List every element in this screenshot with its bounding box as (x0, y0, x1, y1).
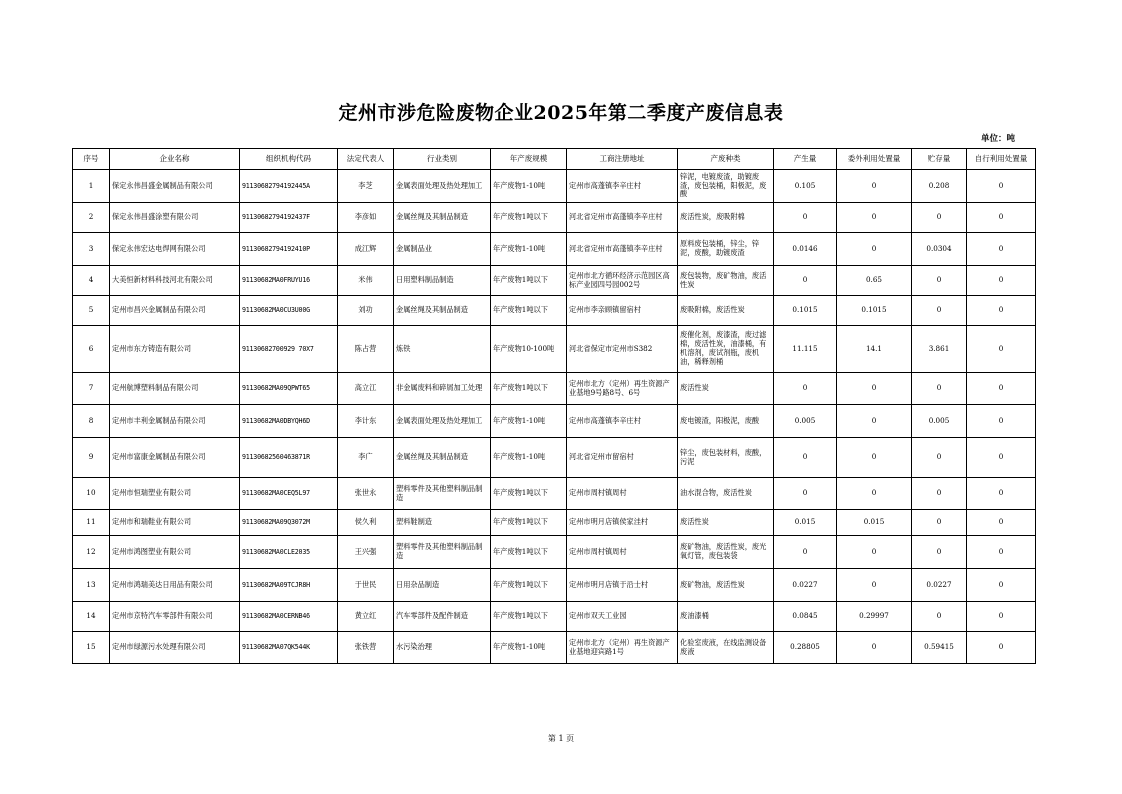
legal-rep: 张铁营 (338, 632, 394, 664)
industry-type: 金属丝绳及其制品制造 (394, 296, 491, 326)
header-address: 工商注册地址 (567, 149, 678, 170)
waste-types: 油水混合物，废活性炭 (678, 478, 774, 510)
company-name: 定州航博塑料制品有限公司 (110, 373, 240, 405)
reg-address: 定州市双天工业园 (567, 602, 678, 632)
table-row (73, 203, 1036, 233)
outsourced-amount: 0 (837, 536, 912, 569)
outsourced-amount: 0 (837, 170, 912, 203)
stored-amount: 0 (912, 296, 967, 326)
stored-amount: 0 (912, 266, 967, 296)
legal-rep: 高立江 (338, 373, 394, 405)
industry-type: 汽车零部件及配件制造 (394, 602, 491, 632)
table-row (73, 233, 1036, 266)
industry-type: 塑料鞋制造 (394, 510, 491, 536)
waste-scale: 年产废物1吨以下 (491, 266, 567, 296)
self-disposal-amount: 0 (967, 405, 1036, 438)
self-disposal-amount: 0 (967, 373, 1036, 405)
industry-type: 日用杂品制造 (394, 569, 491, 602)
company-name: 定州市京特汽车零部件有限公司 (110, 602, 240, 632)
reg-address: 定州市明月店镇于沿士村 (567, 569, 678, 602)
self-disposal-amount: 0 (967, 296, 1036, 326)
reg-address: 河北省定州市留宿村 (567, 438, 678, 478)
self-disposal-amount: 0 (967, 510, 1036, 536)
org-code: 91130682700929 70X7 (240, 326, 338, 373)
header-industry: 行业类别 (394, 149, 491, 170)
org-code: 91130682MA0CU3U00G (240, 296, 338, 326)
waste-scale: 年产废物1-10吨 (491, 405, 567, 438)
stored-amount: 0 (912, 373, 967, 405)
page-number: 第 1 页 (547, 734, 575, 743)
reg-address: 定州市高蓬镇李辛庄村 (567, 170, 678, 203)
outsourced-amount: 0 (837, 632, 912, 664)
industry-type: 日用塑料制品制造 (394, 266, 491, 296)
org-code: 91130682MA09Q3072M (240, 510, 338, 536)
company-name: 定州市鸿瑞美达日用品有限公司 (110, 569, 240, 602)
legal-rep: 黄立红 (338, 602, 394, 632)
self-disposal-amount: 0 (967, 170, 1036, 203)
company-name: 定州市昌兴金属制品有限公司 (110, 296, 240, 326)
produced-amount: 0.015 (774, 510, 837, 536)
row-number: 15 (73, 632, 110, 664)
waste-scale: 年产废物1-10吨 (491, 170, 567, 203)
row-number: 10 (73, 478, 110, 510)
waste-types: 废吸附棉，废活性炭 (678, 296, 774, 326)
stored-amount: 0.0227 (912, 569, 967, 602)
company-name: 定州市恒瑞塑业有限公司 (110, 478, 240, 510)
self-disposal-amount: 0 (967, 569, 1036, 602)
legal-rep: 李广 (338, 438, 394, 478)
company-name: 保定永伟昌盛涂塑有限公司 (110, 203, 240, 233)
org-code: 91130682MA07QK544K (240, 632, 338, 664)
stored-amount: 0 (912, 510, 967, 536)
org-code: 91130682560463871R (240, 438, 338, 478)
produced-amount: 0 (774, 536, 837, 569)
table-row (73, 536, 1036, 569)
header-outsourced: 委外利用处置量 (837, 149, 912, 170)
waste-scale: 年产废物1-10吨 (491, 233, 567, 266)
waste-scale: 年产废物1吨以下 (491, 536, 567, 569)
company-name: 定州市和瑞鞋业有限公司 (110, 510, 240, 536)
reg-address: 河北省定州市高蓬镇李辛庄村 (567, 203, 678, 233)
waste-types: 化验室废液，在线监测设备废液 (678, 632, 774, 664)
org-code: 91130682MA0CERNB46 (240, 602, 338, 632)
outsourced-amount: 0.29997 (837, 602, 912, 632)
waste-scale: 年产废物1吨以下 (491, 478, 567, 510)
self-disposal-amount: 0 (967, 438, 1036, 478)
waste-scale: 年产废物10-100吨 (491, 326, 567, 373)
row-number: 8 (73, 405, 110, 438)
table-row (73, 373, 1036, 405)
stored-amount: 0 (912, 602, 967, 632)
header-stored: 贮存量 (912, 149, 967, 170)
stored-amount: 0 (912, 536, 967, 569)
legal-rep: 侯久利 (338, 510, 394, 536)
table-row (73, 326, 1036, 373)
table-body (73, 170, 1036, 664)
outsourced-amount: 0.015 (837, 510, 912, 536)
row-number: 7 (73, 373, 110, 405)
company-name: 定州市鸿图塑业有限公司 (110, 536, 240, 569)
header-row (73, 149, 1036, 170)
produced-amount: 0 (774, 203, 837, 233)
org-code: 91130682MA09TCJR8H (240, 569, 338, 602)
company-name: 定州市东方铸造有限公司 (110, 326, 240, 373)
outsourced-amount: 0 (837, 438, 912, 478)
table-row (73, 510, 1036, 536)
table-row (73, 478, 1036, 510)
header-code: 组织机构代码 (240, 149, 338, 170)
produced-amount: 0.105 (774, 170, 837, 203)
produced-amount: 11.115 (774, 326, 837, 373)
self-disposal-amount: 0 (967, 266, 1036, 296)
outsourced-amount: 0.65 (837, 266, 912, 296)
table-row (73, 632, 1036, 664)
industry-type: 塑料零件及其他塑料制品制造 (394, 536, 491, 569)
stored-amount: 0 (912, 203, 967, 233)
waste-scale: 年产废物1吨以下 (491, 203, 567, 233)
table-row (73, 170, 1036, 203)
reg-address: 定州市明月店镇侯家洼村 (567, 510, 678, 536)
reg-address: 河北省保定市定州市S382 (567, 326, 678, 373)
waste-scale: 年产废物1-10吨 (491, 632, 567, 664)
produced-amount: 0.005 (774, 405, 837, 438)
industry-type: 金属表面处理及热处理加工 (394, 170, 491, 203)
waste-types: 废活性炭，废吸附棉 (678, 203, 774, 233)
unit-label: 单位：吨 (980, 134, 1015, 144)
waste-types: 废矿物油，废活性炭 (678, 569, 774, 602)
self-disposal-amount: 0 (967, 233, 1036, 266)
self-disposal-amount: 0 (967, 478, 1036, 510)
row-number: 5 (73, 296, 110, 326)
reg-address: 定州市周村镇周村 (567, 536, 678, 569)
org-code: 91130682MA0DBYQH6D (240, 405, 338, 438)
industry-type: 塑料零件及其他塑料制品制造 (394, 478, 491, 510)
reg-address: 定州市李亲顾镇留宿村 (567, 296, 678, 326)
waste-types: 废油漆桶 (678, 602, 774, 632)
produced-amount: 0.1015 (774, 296, 837, 326)
industry-type: 金属表面处理及热处理加工 (394, 405, 491, 438)
waste-scale: 年产废物1吨以下 (491, 510, 567, 536)
row-number: 2 (73, 203, 110, 233)
header-self: 自行利用处置量 (967, 149, 1036, 170)
waste-types: 废包装物，废矿物油，废活性炭 (678, 266, 774, 296)
header-company: 企业名称 (110, 149, 240, 170)
legal-rep: 成江辉 (338, 233, 394, 266)
stored-amount: 0.0304 (912, 233, 967, 266)
reg-address: 定州市高蓬镇李辛庄村 (567, 405, 678, 438)
table-row (73, 405, 1036, 438)
stored-amount: 3.861 (912, 326, 967, 373)
table-row (73, 438, 1036, 478)
org-code: 91130682MA0FRUYU16 (240, 266, 338, 296)
org-code: 91130682794192410P (240, 233, 338, 266)
table-row (73, 602, 1036, 632)
reg-address: 定州市北方（定州）再生资源产业基地迎宾路1号 (567, 632, 678, 664)
org-code: 91130682794192437F (240, 203, 338, 233)
table-row (73, 296, 1036, 326)
legal-rep: 米伟 (338, 266, 394, 296)
outsourced-amount: 0 (837, 203, 912, 233)
outsourced-amount: 0 (837, 373, 912, 405)
org-code: 91130682MA0CLE2035 (240, 536, 338, 569)
industry-type: 金属丝绳及其制品制造 (394, 203, 491, 233)
header-produced: 产生量 (774, 149, 837, 170)
row-number: 6 (73, 326, 110, 373)
waste-types: 废矿物油，废活性炭，废光氧灯管，废包装袋 (678, 536, 774, 569)
company-name: 保定永伟昌盛金属制品有限公司 (110, 170, 240, 203)
industry-type: 金属丝绳及其制品制造 (394, 438, 491, 478)
waste-types: 废电镀渣，阳极泥，废酸 (678, 405, 774, 438)
self-disposal-amount: 0 (967, 536, 1036, 569)
row-number: 1 (73, 170, 110, 203)
produced-amount: 0 (774, 266, 837, 296)
header-scale: 年产废规模 (491, 149, 567, 170)
waste-scale: 年产废物1吨以下 (491, 373, 567, 405)
outsourced-amount: 14.1 (837, 326, 912, 373)
row-number: 4 (73, 266, 110, 296)
company-name: 定州市丰利金属制品有限公司 (110, 405, 240, 438)
industry-type: 水污染治理 (394, 632, 491, 664)
table-row (73, 569, 1036, 602)
produced-amount: 0.0146 (774, 233, 837, 266)
page-title: 定州市涉危险废物企业2025年第二季度产废信息表 (338, 102, 784, 124)
row-number: 3 (73, 233, 110, 266)
row-number: 13 (73, 569, 110, 602)
reg-address: 定州市北方（定州）再生资源产业基地9号路8号、6号 (567, 373, 678, 405)
outsourced-amount: 0.1015 (837, 296, 912, 326)
company-name: 保定永伟宏达电焊网有限公司 (110, 233, 240, 266)
outsourced-amount: 0 (837, 405, 912, 438)
legal-rep: 张世永 (338, 478, 394, 510)
industry-type: 炼铁 (394, 326, 491, 373)
waste-scale: 年产废物1吨以下 (491, 602, 567, 632)
legal-rep: 于世民 (338, 569, 394, 602)
row-number: 14 (73, 602, 110, 632)
produced-amount: 0.0845 (774, 602, 837, 632)
stored-amount: 0.208 (912, 170, 967, 203)
header-no: 序号 (73, 149, 110, 170)
outsourced-amount: 0 (837, 233, 912, 266)
company-name: 大美恒新材料科技河北有限公司 (110, 266, 240, 296)
outsourced-amount: 0 (837, 478, 912, 510)
org-code: 91130682794192445A (240, 170, 338, 203)
header-waste-type: 产废种类 (678, 149, 774, 170)
waste-types: 锌尘，废包装材料，废酸，污泥 (678, 438, 774, 478)
waste-scale: 年产废物1-10吨 (491, 438, 567, 478)
produced-amount: 0 (774, 373, 837, 405)
header-rep: 法定代表人 (338, 149, 394, 170)
self-disposal-amount: 0 (967, 326, 1036, 373)
reg-address: 定州市周村镇周村 (567, 478, 678, 510)
waste-types: 废催化剂，废漆渣，废过滤棉，废活性炭，油漆桶，有机溶剂，废试剂瓶，废机油，稀释剂桶 (678, 326, 774, 373)
legal-rep: 陈占营 (338, 326, 394, 373)
waste-scale: 年产废物1吨以下 (491, 296, 567, 326)
stored-amount: 0 (912, 478, 967, 510)
produced-amount: 0 (774, 438, 837, 478)
legal-rep: 李彦如 (338, 203, 394, 233)
produced-amount: 0.0227 (774, 569, 837, 602)
waste-types: 锌泥，电镀废渣，助镀废渣，废包装桶，阳极泥，废酸 (678, 170, 774, 203)
industry-type: 非金属废料和碎屑加工处理 (394, 373, 491, 405)
reg-address: 定州市北方循环经济示范园区高标产业园四号园002号 (567, 266, 678, 296)
legal-rep: 李芝 (338, 170, 394, 203)
produced-amount: 0.28805 (774, 632, 837, 664)
waste-types: 废活性炭 (678, 510, 774, 536)
legal-rep: 刘功 (338, 296, 394, 326)
table-row (73, 266, 1036, 296)
org-code: 91130682MA09QPWT65 (240, 373, 338, 405)
self-disposal-amount: 0 (967, 203, 1036, 233)
company-name: 定州市绿源污水处理有限公司 (110, 632, 240, 664)
stored-amount: 0.005 (912, 405, 967, 438)
stored-amount: 0.59415 (912, 632, 967, 664)
org-code: 91130682MA0CEQ5L97 (240, 478, 338, 510)
row-number: 9 (73, 438, 110, 478)
outsourced-amount: 0 (837, 569, 912, 602)
legal-rep: 李计东 (338, 405, 394, 438)
industry-type: 金属制品业 (394, 233, 491, 266)
self-disposal-amount: 0 (967, 602, 1036, 632)
reg-address: 河北省定州市高蓬镇李辛庄村 (567, 233, 678, 266)
waste-types: 原料废包装桶，锌尘，锌泥，废酸，助镀废渣 (678, 233, 774, 266)
row-number: 11 (73, 510, 110, 536)
row-number: 12 (73, 536, 110, 569)
produced-amount: 0 (774, 478, 837, 510)
legal-rep: 王兴强 (338, 536, 394, 569)
company-name: 定州市富康金属制品有限公司 (110, 438, 240, 478)
self-disposal-amount: 0 (967, 632, 1036, 664)
waste-types: 废活性炭 (678, 373, 774, 405)
stored-amount: 0 (912, 438, 967, 478)
waste-info-table (72, 148, 1036, 664)
waste-scale: 年产废物1吨以下 (491, 569, 567, 602)
